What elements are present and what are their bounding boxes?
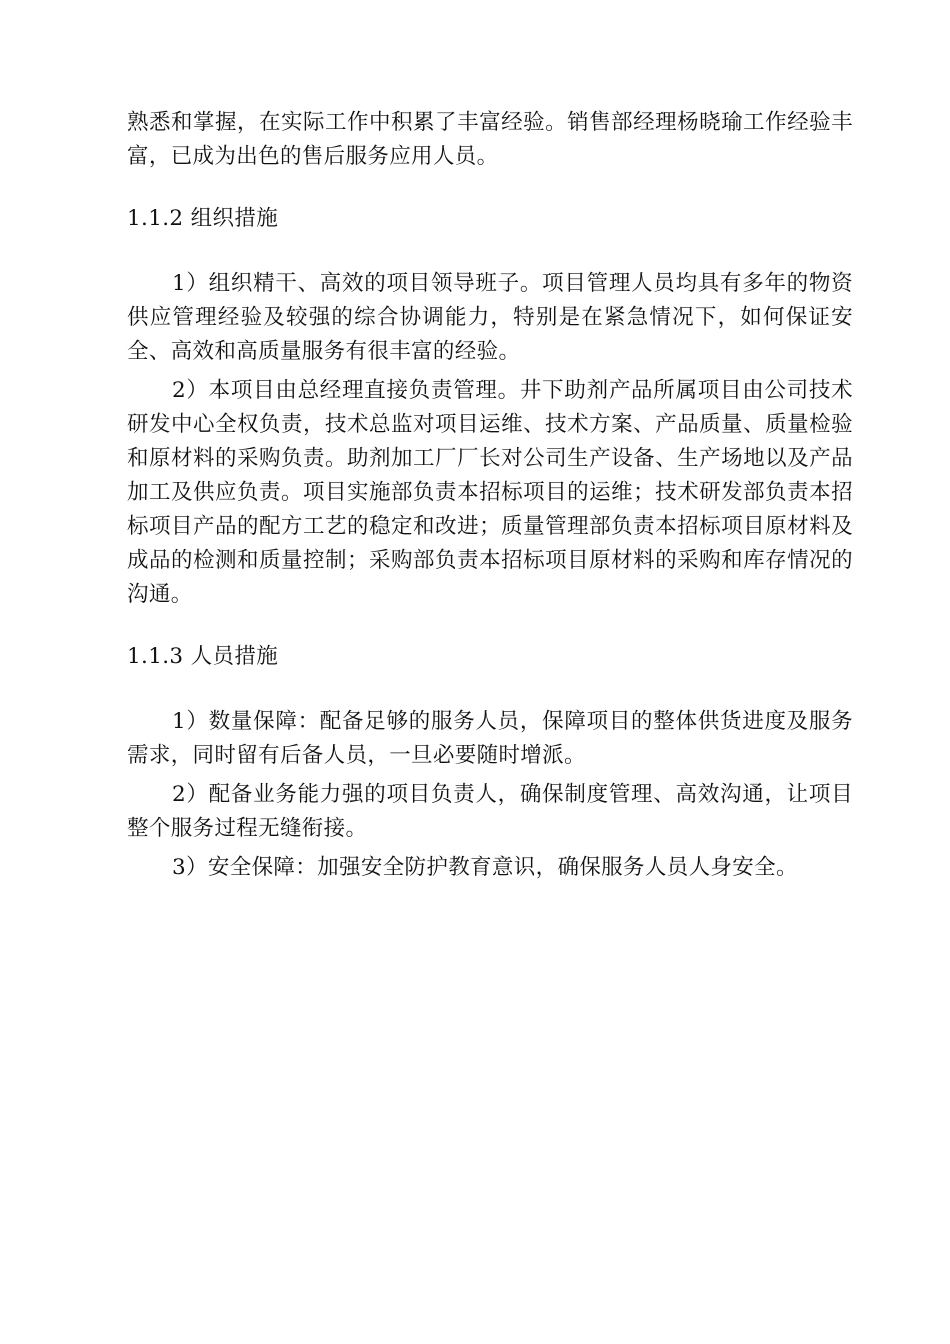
document-body [127,106,853,885]
section-heading-staffing: 1.1.3 人员措施 [127,644,279,669]
org-paragraph-2: 2）本项目由总经理直接负责管理。井下助剂产品所属项目由公司技术研发中心全权负责，技术总监对项目运维、技术方案、产品质量、质量检验和原材料的采购负责。助剂加工厂厂长对公司生产设备、生产场地以及产品加工及供应负责。项目实施部负责本招标项目的运维；技术研发部负责本招标项目产品的配方工艺的稳定和改进；质量管理部负责本招标项目原材料及成品的检测和质量控制；采购部负责本招标项目原材料的采购和库存情况的沟通。 [127,378,853,607]
org-paragraph-1: 1）组织精干、高效的项目领导班子。项目管理人员均具有多年的物资供应管理经验及较强的综合协调能力，特别是在紧急情况下，如何保证安全、高效和高质量服务有很丰富的经验。 [127,271,853,364]
staff-paragraph-1: 1）数量保障：配备足够的服务人员，保障项目的整体供货进度及服务需求，同时留有后备人员，一旦必要随时增派。 [127,709,853,768]
section-heading-organization: 1.1.2 组织措施 [127,206,279,231]
staff-paragraph-2: 2）配备业务能力强的项目负责人，确保制度管理、高效沟通，让项目整个服务过程无缝衔接。 [127,782,853,841]
intro-paragraph: 熟悉和掌握，在实际工作中积累了丰富经验。销售部经理杨晓瑜工作经验丰富，已成为出色的售后服务应用人员。 [127,110,853,169]
staff-paragraph-3: 3）安全保障：加强安全防护教育意识，确保服务人员人身安全。 [172,855,798,880]
